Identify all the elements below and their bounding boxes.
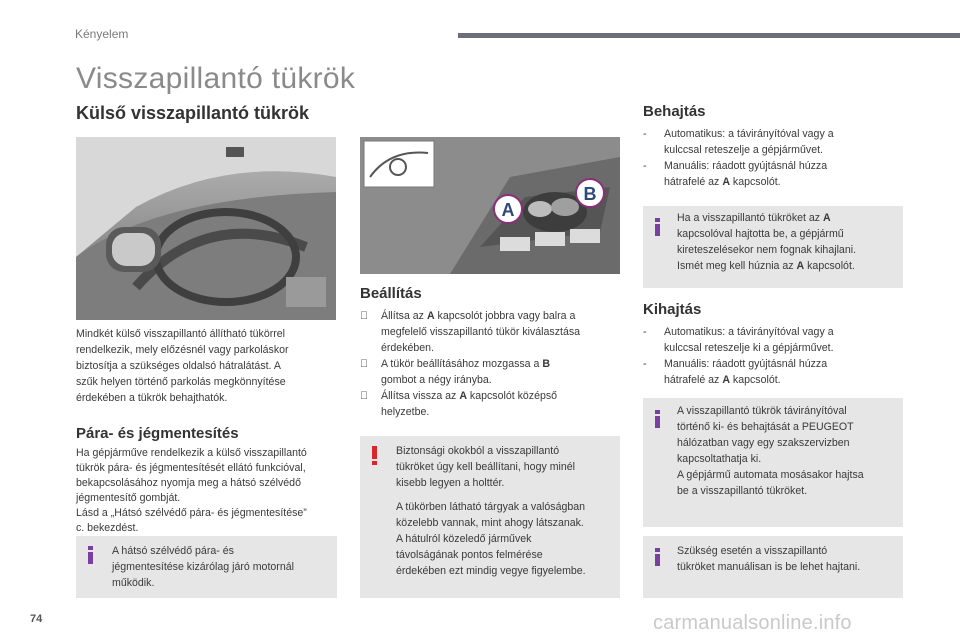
list-item: - Manuális: ráadott gyújtásnál húzza hátrafelé az A kapcsolót.: [643, 160, 828, 188]
list-item: - Automatikus: a távirányítóval vagy a kulccsal reteszelje a gépjárművet.: [643, 128, 834, 156]
watermark: carmanualsonline.info: [653, 612, 852, 634]
step-item: A tükör beállításához mozgassa a B gombot a négy irányba.: [381, 358, 551, 386]
defrost-text: Ha gépjárműve rendelkezik a külső visszapillantó tükrök pára- és jégmentesítését ellátó funkcióval, bekapcsolásához nyomja meg a hátsó szélvédő jégmentesítő gombját. Lásd a „Hátsó szélvédő pára- és jégmentesítése” c. bekezdést.: [76, 447, 307, 534]
warning-text-1: Biztonsági okokból a visszapillantó tükröket úgy kell beállítani, hogy minél kisebb legyen a holttér.: [396, 445, 576, 489]
step-item: Állítsa vissza az A kapcsolót középső helyzetbe.: [381, 390, 558, 418]
adjustment-steps: [360, 308, 625, 420]
info-icon: [655, 410, 660, 428]
mirror-control-photo: [360, 137, 620, 274]
remote-fold-note-text: A visszapillantó tükrök távirányítóval történő ki- és behajtását a PEUGEOT hálózatban vagy egy szakszervizben kapcsoltathatja ki. A gépjármű automata mosásakor hajtsa be a visszapillantó tükröket.: [677, 405, 864, 497]
manual-fold-info-note: [643, 536, 903, 598]
defrost-heading: Pára- és jégmentesítés: [76, 425, 239, 442]
label-b: B: [583, 184, 597, 204]
warning-text-2: A tükörben látható tárgyak a valóságban közelebb vannak, mint ahogy látszanak. A hátulról közeledő járművek távolságának pontos felmérése érdekében ezt mindig vegye figyelembe.: [396, 501, 586, 577]
page-number: 74: [30, 613, 43, 625]
outer-mirrors-heading: Külső visszapillantó tükrök: [76, 103, 310, 123]
cabin-mirror-photo: [76, 137, 336, 320]
fold-info-note: [643, 206, 903, 288]
list-item: - Manuális: ráadott gyújtásnál húzza hátrafelé az A kapcsolót.: [643, 358, 828, 386]
intro-text: Mindkét külső visszapillantó állítható tükörrel rendelkezik, mely előzésnél vagy parkoláskor biztosítja a szükséges oldalsó hátralátást. A szűk helyen történő parkolás megkönnyítése érdekében a tükrök behajthatók.: [76, 328, 289, 404]
safety-warning-note: [360, 436, 620, 598]
page-title: Visszapillantó tükrök: [76, 62, 356, 95]
defrost-info-note: [76, 536, 337, 598]
defrost-note-text: A hátsó szélvédő pára- és jégmentesítése kizárólag járó motornál működik.: [112, 545, 294, 589]
info-icon: [655, 548, 660, 566]
step-item: Állítsa az A kapcsolót jobbra vagy balra a megfelelő visszapillantó tükör kiválasztása érdekében.: [381, 310, 581, 354]
list-item: - Automatikus: a távirányítóval vagy a kulccsal reteszelje ki a gépjárművet.: [643, 326, 834, 354]
remote-fold-info-note: [643, 398, 903, 527]
fold-heading: Behajtás: [643, 103, 706, 120]
warning-icon: [372, 446, 377, 465]
label-a: A: [501, 200, 515, 220]
unfold-list: [643, 324, 908, 388]
fold-note-text: Ha a visszapillantó tükröket az A kapcsolóval hajtotta be, a gépjármű kireteszelésekor nem fognak kihajlani. Ismét meg kell húznia az A kapcsolót.: [677, 212, 857, 272]
unfold-heading: Kihajtás: [643, 301, 702, 318]
manual-fold-note-text: Szükség esetén a visszapillantó tükröket manuálisan is be lehet hajtani.: [677, 545, 861, 573]
info-icon: [88, 546, 93, 564]
adjustment-heading: Beállítás: [360, 285, 422, 302]
fold-list: [643, 126, 908, 190]
section-label: Kényelem: [75, 27, 129, 41]
header-bar: [458, 33, 960, 38]
info-icon: [655, 218, 660, 236]
